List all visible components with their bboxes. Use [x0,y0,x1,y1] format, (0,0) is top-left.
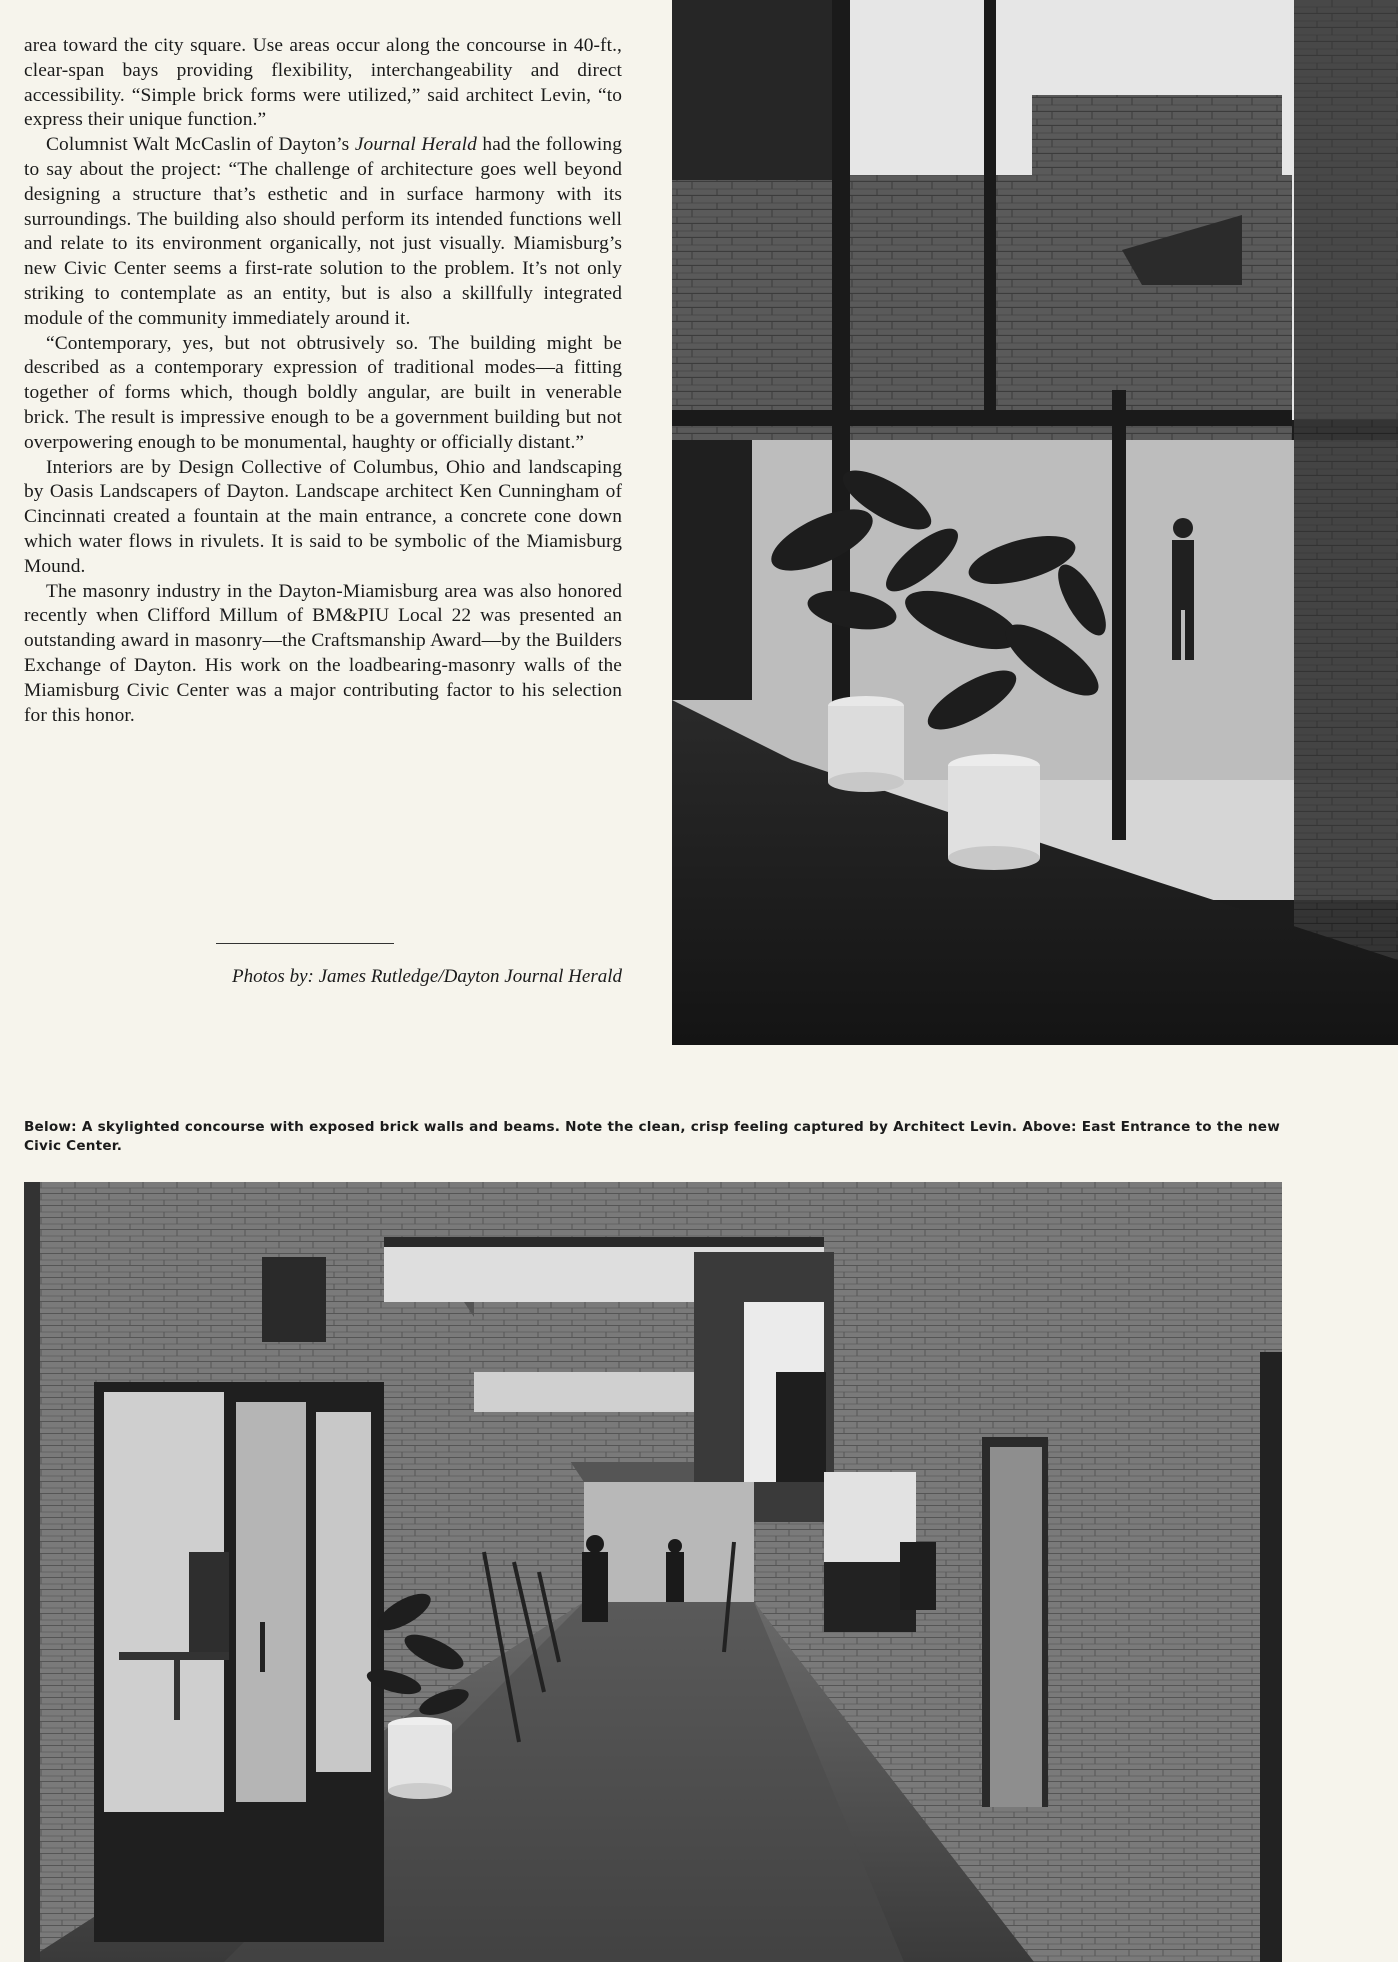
photo-credit: Photos by: James Rutledge/Dayton Journal Herald [232,966,622,987]
paragraph-1: area toward the city square. Use areas occur along the concourse in 40-ft., clear-span bays providing flexibility, interchangeability and direct accessibility. “Simple brick forms were utilized,” said architect Levin, “to express their unique function.” [24,35,622,131]
photo-caption: Below: A skylighted concourse with exposed brick walls and beams. Note the clean, crisp feeling captured by Architect Levin. Above: East Entrance to the new Civic Center. [24,1119,1280,1154]
paragraph-5: The masonry industry in the Dayton-Miamisburg area was also honored recently when Clifford Millum of BM&PIU Local 22 was presented an outstanding award in masonry—the Craftsmanship Award—by the Builders Exchange of Dayton. His work on the loadbearing-masonry walls of the Miamisburg Civic Center was a major contributing factor to his selection for this honor. [24,580,622,726]
section-divider [216,943,394,944]
publication-name: Journal Herald [354,134,477,156]
concourse-photo [24,1182,1282,1962]
article-body [24,34,622,728]
paragraph-4: Interiors are by Design Collective of Columbus, Ohio and landscaping by Oasis Landscapers of Dayton. Landscape architect Ken Cunningham of Cincinnati created a fountain at the main entrance, a concrete cone down which water flows in rivulets. It is said to be symbolic of the Miamisburg Mound. [24,456,622,577]
paragraph-3: “Contemporary, yes, but not obtrusively so. The building might be described as a contemporary expression of traditional modes—a fitting together of forms which, though boldly angular, are built in venerable brick. The result is impressive enough to be a government building but not overpowering enough to be monumental, haughty or officially distant.” [24,332,622,453]
paragraph-2-rest: had the following to say about the project: “The challenge of architecture goes well beyond designing a structure that’s esthetic and in surface harmony with its surroundings. The building also should perform its intended functions well and relate to its environment organically, not just visually. Miamisburg’s new Civic Center seems a first-rate solution to the problem. It’s not only striking to contemplate as an entity, but is also a skillfully integrated module of the community immediately around it. [24,134,623,329]
east-entrance-photo [672,0,1398,1045]
paragraph-2 [24,133,622,331]
paragraph-2-lead: Columnist Walt McCaslin of Dayton’s [46,134,355,156]
